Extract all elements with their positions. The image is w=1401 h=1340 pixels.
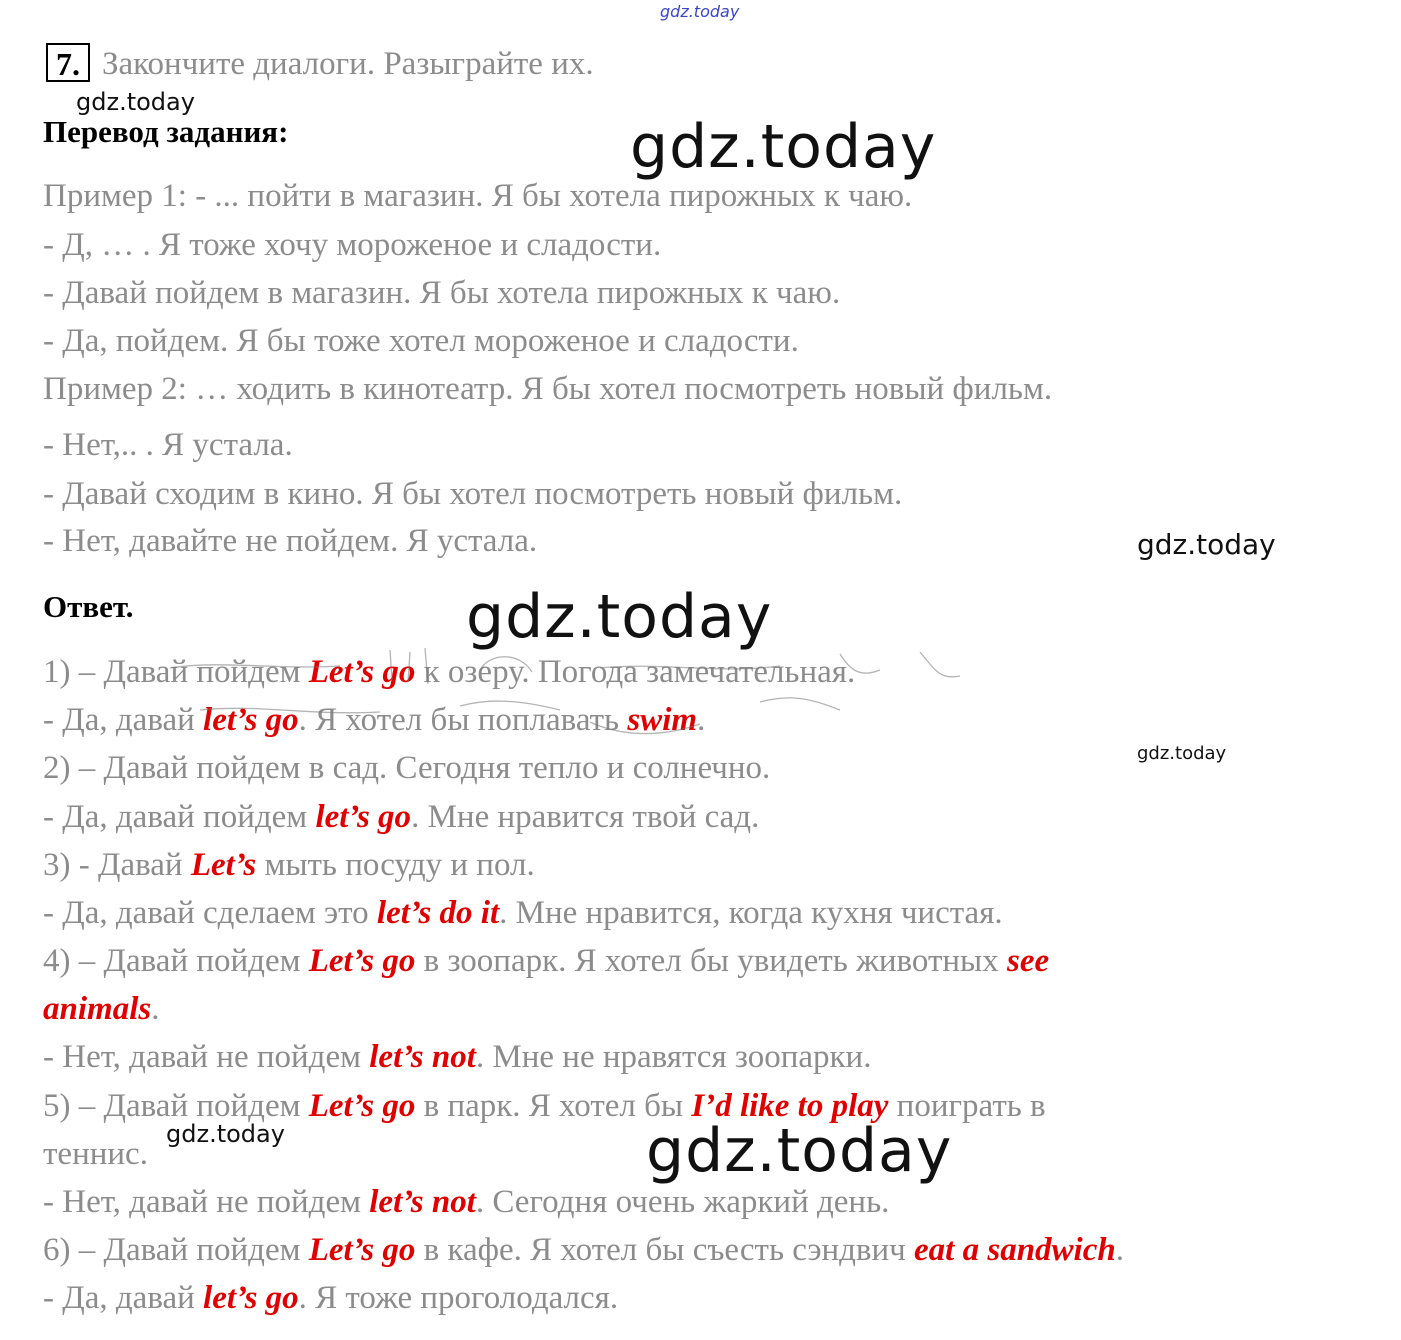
answer-text: 4) – Давай пойдем xyxy=(43,943,309,979)
answer-text: мыть посуду и пол. xyxy=(256,847,535,883)
answer-line xyxy=(43,700,705,740)
answer-text: - Да, давай xyxy=(43,702,204,738)
answer-highlight: let’s do it xyxy=(376,895,500,931)
answer-highlight: let’s go xyxy=(203,1280,299,1316)
answer-highlight: Let’s go xyxy=(308,654,416,690)
watermark-small: gdz.today xyxy=(76,88,195,116)
answer-line xyxy=(43,1134,148,1174)
answer-line xyxy=(43,652,855,692)
answer-text: . Мне не нравятся зоопарки. xyxy=(475,1039,872,1075)
answer-highlight: swim xyxy=(627,702,698,738)
answer-text: . Я хотел бы поплавать xyxy=(298,702,628,738)
answer-text: . xyxy=(697,702,706,738)
answer-text: поиграть в xyxy=(888,1088,1046,1124)
answer-text: 1) – Давай пойдем xyxy=(43,654,309,690)
answer-line xyxy=(43,941,1049,981)
answer-highlight: let’s go xyxy=(203,702,299,738)
answer-line xyxy=(43,748,770,788)
answer-highlight: eat a sandwich xyxy=(914,1232,1116,1268)
answer-text: в зоопарк. Я хотел бы увидеть животных xyxy=(415,943,1007,979)
answer-highlight: animals xyxy=(43,991,152,1027)
answer-text: - Нет, давай не пойдем xyxy=(43,1039,370,1075)
answer-text: . Мне нравится, когда кухня чистая. xyxy=(499,895,1003,931)
answer-text: - Да, давай сделаем это xyxy=(43,895,377,931)
answer-text: 6) – Давай пойдем xyxy=(43,1232,309,1268)
answer-text: - Да, давай xyxy=(43,1280,204,1316)
translation-line: Пример 2: … ходить в кинотеатр. Я бы хотел посмотреть новый фильм. xyxy=(43,371,1053,407)
answer-line xyxy=(43,1037,871,1077)
answer-highlight: Let’s go xyxy=(308,943,416,979)
answer-line xyxy=(43,1278,618,1318)
answer-text: . xyxy=(151,991,160,1027)
translation-line: - Нет,.. . Я устала. xyxy=(43,427,293,463)
answer-highlight: let’s go xyxy=(315,799,412,835)
answer-text: . Мне нравится твой сад. xyxy=(411,799,760,835)
translation-line: Пример 1: - ... пойти в магазин. Я бы хотела пирожных к чаю. xyxy=(43,178,913,214)
answer-text: в кафе. Я хотел бы съесть сэндвич xyxy=(415,1232,915,1268)
answer-text: 2) – Давай пойдем в сад. Сегодня тепло и солнечно. xyxy=(43,750,771,786)
answer-line xyxy=(43,845,535,885)
translation-line: - Да, пойдем. Я бы тоже хотел мороженое и сладости. xyxy=(43,323,799,359)
watermark-medium: gdz.today xyxy=(1137,528,1276,561)
answer-line xyxy=(43,989,159,1029)
answer-text: к озеру. Погода замечательная. xyxy=(415,654,856,690)
watermark-large: gdz.today xyxy=(466,582,773,652)
answer-text: . Я тоже проголодался. xyxy=(298,1280,619,1316)
translation-line: - Давай пойдем в магазин. Я бы хотела пирожных к чаю. xyxy=(43,275,841,311)
watermark-top: gdz.today xyxy=(660,2,740,21)
answer-line xyxy=(43,1182,889,1222)
answer-text: 3) - Давай xyxy=(43,847,191,883)
answer-text: 5) – Давай пойдем xyxy=(43,1088,309,1124)
answer-text: теннис. xyxy=(43,1136,148,1172)
watermark-small: gdz.today xyxy=(166,1120,285,1148)
answer-highlight: see xyxy=(1006,943,1050,979)
answer-line xyxy=(43,1086,1046,1126)
answer-text: - Нет, давай не пойдем xyxy=(43,1184,370,1220)
answer-text: в парк. Я хотел бы xyxy=(415,1088,692,1124)
watermark-large: gdz.today xyxy=(646,1116,953,1186)
answer-highlight: Let’s go xyxy=(308,1232,416,1268)
translation-line: - Давай сходим в кино. Я бы хотел посмотреть новый фильм. xyxy=(43,476,903,512)
translation-line: - Д, … . Я тоже хочу мороженое и сладости. xyxy=(43,227,662,263)
answer-highlight: Let’s xyxy=(190,847,257,883)
answer-line xyxy=(43,797,759,837)
answer-heading: Ответ. xyxy=(43,589,134,624)
answer-highlight: I’d like to play xyxy=(691,1088,889,1124)
watermark-large: gdz.today xyxy=(630,112,937,182)
answer-highlight: let’s not xyxy=(369,1039,476,1075)
answer-text: . Сегодня очень жаркий день. xyxy=(475,1184,890,1220)
exercise-task: Закончите диалоги. Разыграйте их. xyxy=(102,46,594,82)
answer-text: - Да, давай пойдем xyxy=(43,799,316,835)
answer-text: . xyxy=(1115,1232,1124,1268)
answer-highlight: Let’s go xyxy=(308,1088,416,1124)
translation-line: - Нет, давайте не пойдем. Я устала. xyxy=(43,523,538,559)
answer-line xyxy=(43,893,1003,933)
answer-line xyxy=(43,1230,1124,1270)
answer-highlight: let’s not xyxy=(369,1184,476,1220)
exercise-number: 7. xyxy=(46,43,90,82)
translation-heading: Перевод задания: xyxy=(43,114,289,149)
watermark-small: gdz.today xyxy=(1137,743,1227,764)
